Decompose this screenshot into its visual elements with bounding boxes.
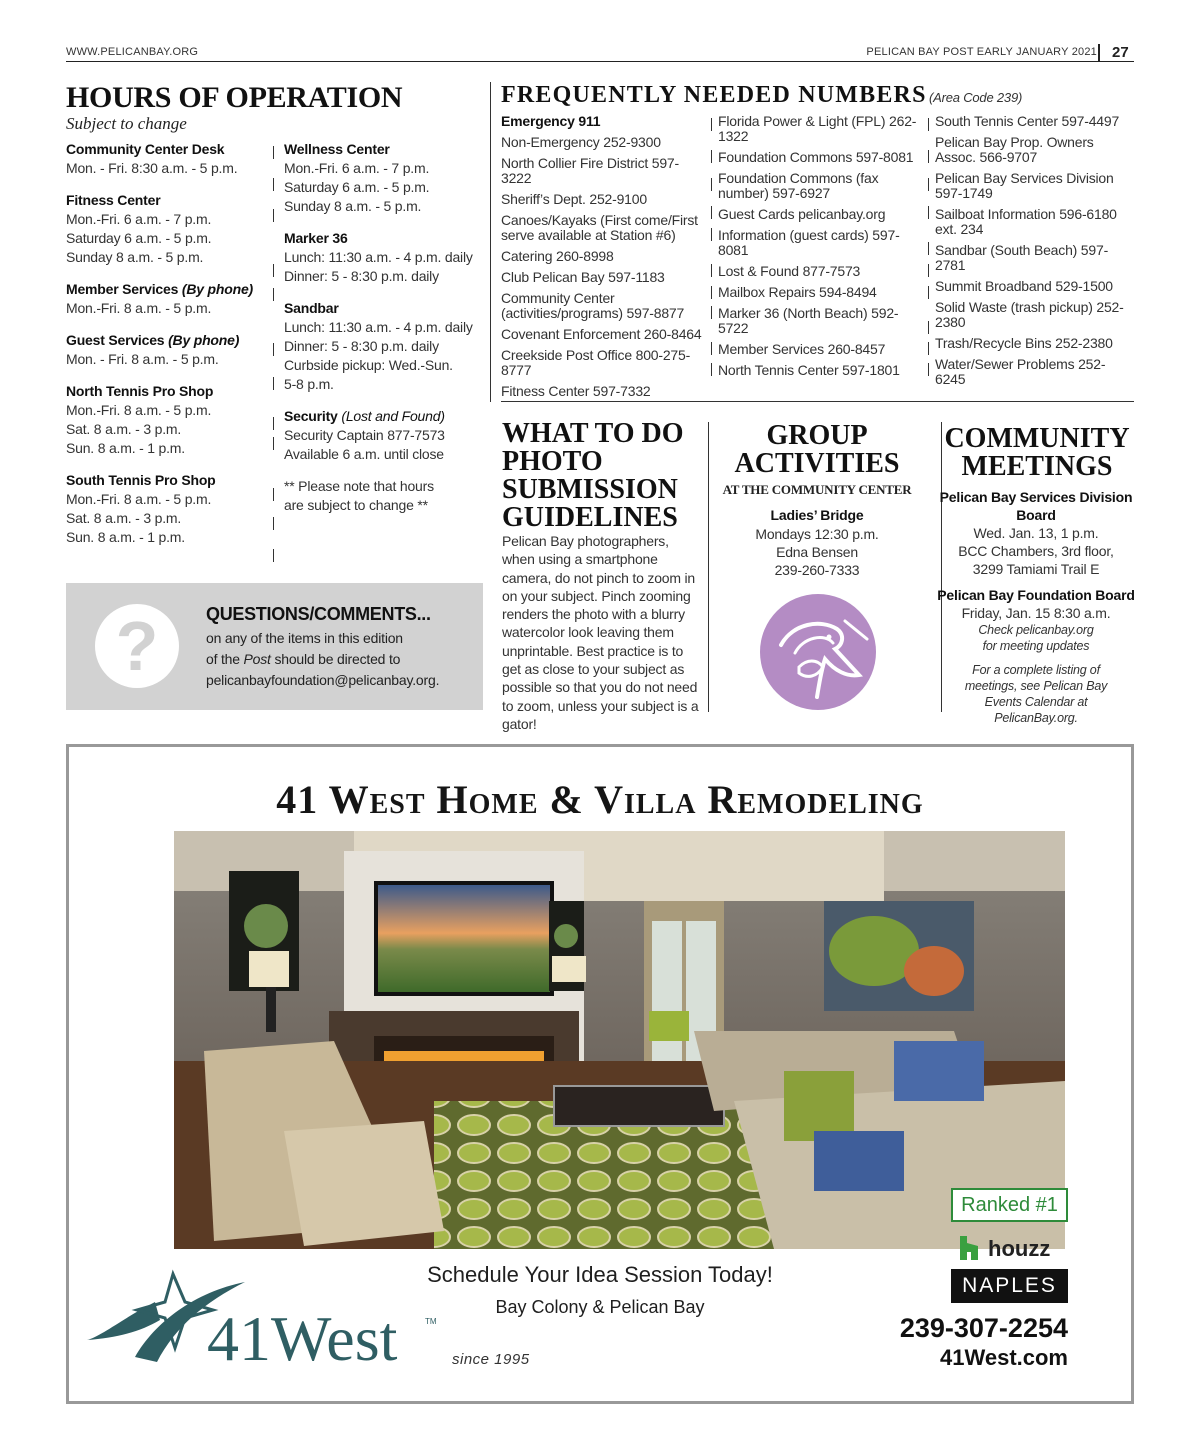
hours-heading-text: South Tennis Pro Shop [66, 472, 216, 488]
divider-tick [711, 228, 712, 241]
section-rule [501, 401, 1134, 402]
header-rule [66, 61, 1134, 62]
pelican-logo-icon [759, 593, 877, 711]
page-number: 27 [1112, 44, 1129, 61]
ad-phone[interactable]: 239-307-2254 [899, 1313, 1068, 1343]
divider-tick [711, 363, 712, 376]
header-separator [1098, 44, 1100, 61]
hours-line: ** Please note that hours [284, 478, 434, 494]
hours-line: Sun. 8 a.m. - 1 p.m. [66, 529, 185, 545]
hours-block-heading [66, 191, 266, 210]
hours-line: Dinner: 5 - 8:30 p.m. daily [284, 338, 439, 354]
hours-line: Available 6 a.m. until close [284, 446, 444, 462]
questions-line-1: on any of the items in this edition [206, 630, 403, 646]
divider-tick [273, 549, 274, 562]
hours-heading-text: Wellness Center [284, 141, 390, 157]
hours-block-heading [284, 299, 494, 318]
divider-tick [273, 343, 274, 356]
hours-line: Mon.-Fri. 8 a.m. - 5 p.m. [66, 402, 212, 418]
phone-number-entry: South Tennis Center 597-4497 [935, 113, 1120, 129]
meeting-2-note-2: for meeting updates [982, 639, 1090, 653]
hours-block [284, 477, 494, 515]
meetings-footer: For a complete listing of meetings, see Pelican Bay Events Calendar at PelicanBay.org. [964, 663, 1108, 725]
hours-block [284, 407, 494, 464]
phone-number-entry: Pelican Bay Services Division 597-1749 [935, 170, 1114, 201]
hours-block-heading [66, 140, 266, 159]
hours-block [66, 331, 266, 369]
area-code: (Area Code 239) [929, 90, 1023, 105]
phone-number-entry: Creekside Post Office 800-275-8777 [501, 347, 691, 378]
phone-number-entry: Water/Sewer Problems 252-6245 [935, 356, 1106, 387]
questions-line-2-pre: of the [206, 651, 244, 667]
group-event-contact: Edna Bensen [776, 544, 858, 560]
meeting-1-place-2: 3299 Tamiami Trail E [972, 561, 1100, 577]
phone-number-entry: Community Center (activities/programs) 597-8877 [501, 290, 685, 321]
hours-heading-note: (Lost and Found) [341, 408, 445, 424]
divider-tick [273, 377, 274, 390]
hours-line: Dinner: 5 - 8:30 p.m. daily [284, 268, 439, 284]
phone-number-entry: Catering 260-8998 [501, 248, 614, 264]
hours-line: Mon.-Fri. 6 a.m. - 7 p.m. [66, 211, 212, 227]
question-mark-glyph: ? [115, 607, 159, 685]
hours-line: Sun. 8 a.m. - 1 p.m. [66, 440, 185, 456]
meeting-2-note-1: Check pelicanbay.org [978, 623, 1094, 637]
phone-number-entry: North Tennis Center 597-1801 [718, 362, 900, 378]
divider-tick [711, 178, 712, 191]
divider-tick [928, 286, 929, 299]
divider-tick [273, 488, 274, 501]
phone-number-entry: Pelican Bay Prop. Owners Assoc. 566-9707 [935, 134, 1094, 165]
hours-heading-note: (By phone) [181, 281, 253, 297]
phone-number-entry: Foundation Commons (fax number) 597-6927 [718, 170, 879, 201]
numbers-column-1 [501, 114, 706, 405]
hours-block [284, 140, 494, 216]
phone-number-entry: Guest Cards pelicanbay.org [718, 206, 886, 222]
questions-title: QUESTIONS/COMMENTS... [206, 604, 431, 624]
hours-line: Mon. - Fri. 8:30 a.m. - 5 p.m. [66, 160, 238, 176]
hours-heading-text: Security [284, 408, 338, 424]
hours-column-2 [284, 140, 494, 528]
ad-schedule-line: Schedule Your Idea Session Today! [427, 1262, 773, 1287]
divider-tick [273, 209, 274, 222]
hours-heading-text: North Tennis Pro Shop [66, 383, 214, 399]
phone-number-entry: Foundation Commons 597-8081 [718, 149, 914, 165]
hours-line: Saturday 6 a.m. - 5 p.m. [284, 179, 430, 195]
houzz-logo-icon [958, 1232, 1068, 1262]
hours-block [66, 191, 266, 267]
hours-block-heading [66, 331, 266, 350]
questions-text [206, 628, 476, 691]
header-edition: PELICAN BAY POST EARLY JANUARY 2021 [866, 46, 1097, 58]
phone-number-entry: Emergency 911 [501, 113, 601, 129]
hours-line: Mon.-Fri. 6 a.m. - 7 p.m. [284, 160, 430, 176]
41west-logo [85, 1262, 445, 1382]
hours-line: are subject to change ** [284, 497, 428, 513]
divider-tick [928, 363, 929, 376]
divider-tick [711, 118, 712, 131]
logo-wordmark: 41West [207, 1303, 398, 1374]
phone-number-entry: Mailbox Repairs 594-8494 [718, 284, 877, 300]
divider-tick [928, 178, 929, 191]
hours-line: Sat. 8 a.m. - 3 p.m. [66, 510, 182, 526]
header-site: WWW.PELICANBAY.ORG [66, 46, 199, 58]
phone-number-entry: Sailboat Information 596-6180 ext. 234 [935, 206, 1117, 237]
numbers-column-3 [935, 114, 1135, 393]
hours-heading-text: Community Center Desk [66, 141, 225, 157]
phone-number-entry: Solid Waste (trash pickup) 252-2380 [935, 299, 1124, 330]
hours-line: Sunday 8 a.m. - 5 p.m. [284, 198, 422, 214]
hours-block [66, 471, 266, 547]
logo-trademark: TM [425, 1317, 437, 1326]
phone-number-entry: Canoes/Kayaks (First come/First serve available at Station #6) [501, 212, 698, 243]
divider-tick [711, 150, 712, 163]
hours-heading-text: Sandbar [284, 300, 339, 316]
hours-heading-text: Member Services [66, 281, 179, 297]
hours-column-1 [66, 140, 266, 560]
section-divider [490, 82, 491, 402]
ad-website[interactable]: 41West.com [940, 1345, 1068, 1370]
divider-tick [273, 288, 274, 301]
phone-number-entry: Summit Broadband 529-1500 [935, 278, 1113, 294]
questions-line-2-post: should be directed to [270, 651, 401, 667]
hours-block-heading [284, 407, 494, 426]
divider-tick [711, 286, 712, 299]
naples-badge: NAPLES [951, 1269, 1068, 1303]
hours-block-heading [66, 382, 266, 401]
hours-block-heading [284, 229, 494, 248]
phone-number-entry: Trash/Recycle Bins 252-2380 [935, 335, 1113, 351]
hours-block [66, 382, 266, 458]
hours-block [284, 229, 494, 286]
ranked-badge: Ranked #1 [951, 1188, 1068, 1222]
questions-line-2 [206, 649, 476, 670]
hours-line: Mon.-Fri. 8 a.m. - 5 p.m. [66, 491, 212, 507]
hours-line: Sat. 8 a.m. - 3 p.m. [66, 421, 182, 437]
group-event-phone: 239-260-7333 [774, 562, 860, 578]
group-event-time: Mondays 12:30 p.m. [755, 526, 879, 542]
group-activities-title: GROUP ACTIVITIES [734, 420, 900, 479]
hours-heading-note: (By phone) [168, 332, 240, 348]
group-event-name: Ladies’ Bridge [770, 507, 864, 523]
phone-number-entry: Club Pelican Bay 597-1183 [501, 269, 665, 285]
divider-tick [273, 417, 274, 430]
meeting-2-date: Friday, Jan. 15 8:30 a.m. [961, 605, 1111, 621]
hours-line: Mon.-Fri. 8 a.m. - 5 p.m. [66, 300, 212, 316]
ad-title: 41 West Home & Villa Remodeling [276, 777, 924, 822]
questions-email[interactable]: pelicanbayfoundation@pelicanbay.org. [206, 672, 440, 688]
divider-tick [928, 118, 929, 131]
divider-tick [928, 206, 929, 219]
meeting-1-name: Pelican Bay Services Division Board [939, 489, 1133, 523]
hours-heading-text: Fitness Center [66, 192, 161, 208]
hours-block-heading [66, 280, 266, 299]
phone-number-entry: Marker 36 (North Beach) 592-5722 [718, 305, 899, 336]
divider-tick [273, 178, 274, 191]
hours-line: Lunch: 11:30 a.m. - 4 p.m. daily [284, 319, 473, 335]
phone-number-entry: North Collier Fire District 597-3222 [501, 155, 679, 186]
questions-post-em: Post [243, 651, 271, 667]
numbers-column-2 [718, 114, 923, 384]
photo-guidelines-body: Pelican Bay photographers, when using a smartphone camera, do not pinch to zoom in on your subject. Pinch zooming renders the photo with a blurry watercolor look leaving them unprintable. Best practice is to get as close to your subject as possible so that you do not need to zoom, unless your subject is a gator! [502, 533, 699, 732]
divider-tick [273, 264, 274, 277]
hours-block [66, 140, 266, 178]
divider-tick [711, 306, 712, 319]
hours-line: 5-8 p.m. [284, 376, 334, 392]
divider-tick [928, 264, 929, 277]
meetings-list [936, 488, 1136, 726]
divider-tick [928, 342, 929, 355]
hours-title: HOURS OF OPERATION [66, 81, 403, 114]
divider-tick [273, 517, 274, 530]
hours-line: Sunday 8 a.m. - 5 p.m. [66, 249, 204, 265]
group-event-details [712, 525, 922, 579]
divider-tick [273, 146, 274, 159]
divider-tick [711, 342, 712, 355]
hours-line: Lunch: 11:30 a.m. - 4 p.m. daily [284, 249, 473, 265]
phone-number-entry: Non-Emergency 252-9300 [501, 134, 661, 150]
hours-heading-text: Marker 36 [284, 230, 348, 246]
living-room-photo [174, 831, 1065, 1249]
ad-since: since 1995 [452, 1351, 530, 1368]
hours-block-heading [284, 140, 494, 159]
divider-tick [928, 150, 929, 163]
community-meetings-title: COMMUNITY MEETINGS [944, 423, 1130, 482]
meeting-1-place-1: BCC Chambers, 3rd floor, [958, 543, 1114, 559]
divider-tick [928, 321, 929, 334]
hours-line: Saturday 6 a.m. - 5 p.m. [66, 230, 212, 246]
divider-tick [711, 206, 712, 219]
divider-tick [273, 437, 274, 450]
phone-number-entry: Sandbar (South Beach) 597-2781 [935, 242, 1109, 273]
hours-block [66, 280, 266, 318]
phone-number-entry: Member Services 260-8457 [718, 341, 886, 357]
phone-number-entry: Information (guest cards) 597-8081 [718, 227, 900, 258]
divider-tick [711, 264, 712, 277]
photo-guidelines-title: WHAT TO DO PHOTO SUBMISSION GUIDELINES [502, 418, 684, 533]
hours-line: Curbside pickup: Wed.-Sun. [284, 357, 453, 373]
meeting-1-date: Wed. Jan. 13, 1 p.m. [973, 525, 1099, 541]
ad-location-line: Bay Colony & Pelican Bay [495, 1297, 705, 1317]
phone-number-entry: Florida Power & Light (FPL) 262-1322 [718, 113, 917, 144]
phone-number-entry: Sheriff’s Dept. 252-9100 [501, 191, 647, 207]
column-divider-a [708, 422, 709, 712]
phone-number-entry: Lost & Found 877-7573 [718, 263, 861, 279]
hours-line: Security Captain 877-7573 [284, 427, 445, 443]
numbers-title: FREQUENTLY NEEDED NUMBERS [501, 82, 927, 108]
houzz-wordmark: houzz [988, 1236, 1051, 1261]
group-activities-subtitle: AT THE COMMUNITY CENTER [722, 482, 912, 497]
meeting-2-name: Pelican Bay Foundation Board [937, 587, 1135, 603]
hours-line: Mon. - Fri. 8 a.m. - 5 p.m. [66, 351, 219, 367]
hours-block-heading [66, 471, 266, 490]
hours-block [284, 299, 494, 394]
divider-tick [928, 242, 929, 255]
phone-number-entry: Covenant Enforcement 260-8464 [501, 326, 702, 342]
hours-heading-text: Guest Services [66, 332, 165, 348]
phone-number-entry: Fitness Center 597-7332 [501, 383, 651, 399]
hours-subtitle: Subject to change [66, 114, 187, 133]
